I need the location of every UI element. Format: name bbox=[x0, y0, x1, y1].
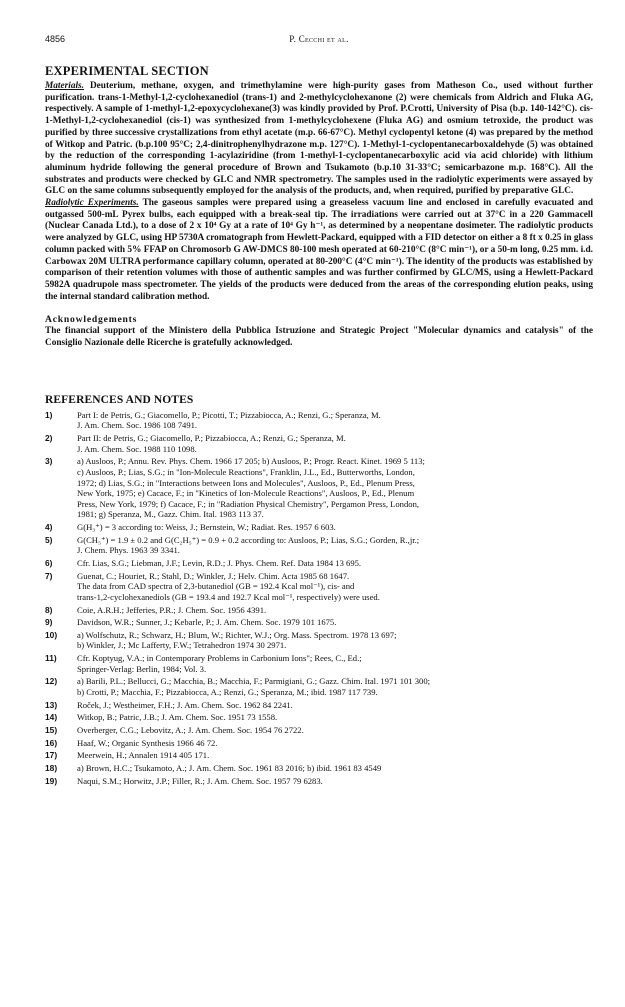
reference-item bbox=[45, 558, 593, 569]
reference-line: Cfr. Lias, S.G.; Liebman, J.F.; Levin, R.D.; J. Phys. Chem. Ref. Data 1984 13 695. bbox=[77, 557, 362, 568]
radiolytic-text: The gaseous samples were prepared using a greaseless vacuum line and enclosed in carefully evacuated and outgassed 500-mL Pyrex bulbs, each equipped with a break-seal tip. The irradiations were carried out at 37°C in a 220 Gammacell (Nuclear Canada Ltd.), to a dose of 2 x 10⁴ Gy at a rate of 10⁴ Gy h⁻¹, as determined by a neopentane dosimeter. The radiolytic products were analyzed by GLC, using HP 5730A cromatograph from Hewlett-Packard, equipped with a FID detector on either a 8 ft x 0.25 in glass column packed with 5% FFAP on Chromosorb G AW-DMCS 80-100 mesh operated at 60-210°C (8°C min⁻¹), or a 50-m long, 0.25 mm. i.d. Carbowax 20M ULTRA performance capillary column, operated at 80-200°C (4°C min⁻¹). The identity of the products was established by comparison of their retention volumes with those of authentic samples and was further confirmed by GLC/MS, using a Hewlett-Packard 5982A quadrupole mass spectrometer. The yields of the products were deduced from the areas of the corresponding elution peaks, using the internal standard calibration method. bbox=[45, 198, 593, 302]
reference-item bbox=[45, 522, 593, 533]
reference-text bbox=[77, 535, 593, 556]
reference-item bbox=[45, 456, 593, 520]
reference-line: Coie, A.R.H.; Jefferies, P.R.; J. Chem. Soc. 1956 4391. bbox=[77, 604, 267, 615]
reference-number: 11) bbox=[45, 653, 57, 664]
reference-text bbox=[77, 630, 593, 651]
reference-item bbox=[45, 653, 593, 674]
reference-line: trans-1,2-cyclohexanediols (GB = 193.4 and 192.7 Kcal mol⁻¹, respectively) were used. bbox=[77, 591, 380, 602]
reference-line: a) Brown, H.C.; Tsukamoto, A.; J. Am. Chem. Soc. 1961 83 2016; b) ibid. 1961 83 4549 bbox=[77, 763, 382, 774]
reference-line: J. Am. Chem. Soc. 1986 108 7491. bbox=[77, 420, 198, 431]
experimental-section-title: EXPERIMENTAL SECTION bbox=[45, 64, 209, 78]
reference-text bbox=[77, 776, 593, 787]
reference-number: 13) bbox=[45, 699, 58, 710]
reference-text bbox=[77, 725, 593, 736]
reference-line: a) Barili, P.L.; Bellucci, G.; Macchia, B.; Macchia, F.; Parmigiani, G.; Gazz. Chim. Ital. 1971 101 300; bbox=[77, 676, 431, 687]
reference-number: 3) bbox=[45, 456, 53, 467]
reference-item bbox=[45, 750, 593, 761]
reference-number: 7) bbox=[45, 570, 53, 581]
reference-text bbox=[77, 558, 593, 569]
reference-text bbox=[77, 712, 593, 723]
reference-number: 18) bbox=[45, 763, 58, 774]
page-number: 4856 bbox=[45, 34, 66, 44]
reference-line: b) Winkler, J.; Mc Lafferty, F.W.; Tetrahedron 1974 30 2971. bbox=[77, 640, 287, 651]
reference-line: J. Chem. Phys. 1963 39 3341. bbox=[77, 545, 180, 556]
reference-item bbox=[45, 605, 593, 616]
reference-text bbox=[77, 571, 593, 603]
acknowledgements-title: Acknowledgements bbox=[45, 314, 138, 326]
reference-line: a) Ausloos, P.; Annu. Rev. Phys. Chem. 1966 17 205; b) Ausloos, P.; Progr. React. Kinet. 1969 5 113; bbox=[77, 456, 425, 467]
acknowledgements-text: The financial support of the Ministero della Pubblica Istruzione and Strategic Project "Molecular dynamics and catalysis" of the Consiglio Nazionale delle Ricerche is gratefully acknowledged. bbox=[45, 326, 593, 349]
reference-item bbox=[45, 630, 593, 651]
reference-line: Meerwein, H.; Annalen 1914 405 171. bbox=[77, 750, 210, 761]
reference-item bbox=[45, 617, 593, 628]
reference-item bbox=[45, 571, 593, 603]
reference-text bbox=[77, 738, 593, 749]
reference-item bbox=[45, 712, 593, 723]
references-title: REFERENCES AND NOTES bbox=[45, 393, 194, 406]
reference-text bbox=[77, 617, 593, 628]
reference-number: 1) bbox=[45, 409, 53, 420]
reference-number: 17) bbox=[45, 750, 58, 761]
reference-line: Naqui, S.M.; Horwitz, J.P.; Filler, R.; J. Am. Chem. Soc. 1957 79 6283. bbox=[77, 775, 323, 786]
reference-text bbox=[77, 763, 593, 774]
reference-line: b) Crotti, P.; Macchia, F.; Pizzabiocca, A.; Renzi, G.; Speranza, M.; ibid. 1987 117 739. bbox=[77, 687, 378, 698]
reference-line: Roček, J.; Westheimer, F.H.; J. Am. Chem. Soc. 1962 84 2241. bbox=[77, 699, 293, 710]
reference-text bbox=[77, 456, 593, 520]
page-header bbox=[45, 34, 593, 50]
reference-line: Guenat, C.; Houriet, R.; Stahl, D.; Winkler, J.; Helv. Chim. Acta 1985 68 1647. bbox=[77, 570, 350, 581]
reference-list bbox=[45, 410, 593, 787]
reference-line: a) Wolfschutz, R.; Schwarz, H.; Blum, W.; Richter, W.J.; Org. Mass. Spectrom. 1978 13 697; bbox=[77, 629, 397, 640]
reference-text bbox=[77, 605, 593, 616]
materials-paragraph bbox=[45, 81, 593, 198]
paper-page bbox=[45, 34, 593, 789]
reference-line: Davidson, W.R.; Sunner, J.; Kebarle, P.; J. Am. Chem. Soc. 1979 101 1675. bbox=[77, 617, 337, 628]
reference-line: Springer-Verlag: Berlin, 1984; Vol. 3. bbox=[77, 663, 207, 674]
reference-text bbox=[77, 700, 593, 711]
reference-number: 14) bbox=[45, 712, 58, 723]
reference-text bbox=[77, 410, 593, 431]
reference-text bbox=[77, 676, 593, 697]
reference-number: 16) bbox=[45, 737, 58, 748]
reference-item bbox=[45, 676, 593, 697]
reference-line: Cfr. Koptyug, V.A.; in Contemporary Problems in Carbonium Ions"; Rees, C., Ed.; bbox=[77, 653, 362, 664]
materials-text: Deuterium, methane, oxygen, and trimethylamine were high-purity gases from Matheson Co., used without further purification. trans-1-Methyl-1,2-cyclohexanediol (trans-1) and 2-methylcyclohexanone (2) were chemicals from Aldrich and Fluka AG, respectively. A sample of 1-methyl-1,2-epoxycyclohexane(3) was kindly provided by Prof. P.Crotti, University of Pisa (b.p. 140-142°C). cis-1-Methyl-1,2-cyclohexanediol (cis-1) was synthesized from 1-methylcyclohexene (Fluka AG) and osmium tetroxide, the product was purified by three successive crystallizations from ethyl acetate (m.p. 66-67°C). Methyl cyclopentyl ketone (4) was prepared by the method of Witkop and Patric. (b.p.100 95°C; 2,4-dinitrophenylhydrazone m.p. 127°C). 1-Methyl-1-cyclopentanecarboxaldehyde (5) was obtained by the reduction of the corresponding 1-acylaziridine (from 1-methyl-1-cyclopentanecarboxylic acid via acid chloride) with lithium aluminum hydride following the general procedure of Brown and Tsukamoto (b.p.10 31-33°C; semicarbazone m.p. 168°C). All the substrates and products were checked by GLC and NMR spectrometry. The samples used in the radiolytic experiments were assayed by GLC on the same columns subsequently employed for the analysis of the products, and, when required, purified by preparative GLC. bbox=[45, 81, 593, 197]
reference-line: Part II: de Petris, G.; Giacomello, P.; Pizzabiocca, A.; Renzi, G.; Speranza, M. bbox=[77, 433, 346, 444]
reference-line: 1972; d) Lias, S.G.; in "Interactions between Ions and Molecules", Ausloos, P., Ed., Plenum Press, bbox=[77, 477, 415, 488]
radiolytic-lead: Radiolytic Experiments. bbox=[45, 198, 139, 209]
reference-text bbox=[77, 653, 593, 674]
reference-number: 15) bbox=[45, 725, 58, 736]
reference-line: New York, 1975; e) Cacace, F.; in "Kinetics of Ion-Molecule Reactions", Ausloos, P., Ed., Plenum bbox=[77, 488, 415, 499]
reference-line: Overberger, C.G.; Lebovitz, A.; J. Am. Chem. Soc. 1954 76 2722. bbox=[77, 725, 304, 736]
running-head: P. Cecchi et al. bbox=[289, 34, 349, 44]
reference-number: 6) bbox=[45, 557, 53, 568]
reference-number: 19) bbox=[45, 775, 58, 786]
reference-line: G(CH₅⁺) = 1.9 ± 0.2 and G(C₂H₅⁺) = 0.9 + 0.2 according to: Ausloos, P.; Lias, S.G.; Gorden, R.,jr.; bbox=[77, 534, 420, 545]
reference-text bbox=[77, 750, 593, 761]
reference-line: 1981; g) Speranza, M., Gazz. Chim. Ital. 1983 113 37. bbox=[77, 509, 264, 520]
reference-line: Witkop, B.; Patric, J.B.; J. Am. Chem. Soc. 1951 73 1558. bbox=[77, 712, 278, 723]
reference-item bbox=[45, 535, 593, 556]
reference-number: 12) bbox=[45, 676, 58, 687]
reference-number: 2) bbox=[45, 433, 53, 444]
reference-item bbox=[45, 776, 593, 787]
reference-item bbox=[45, 700, 593, 711]
radiolytic-paragraph bbox=[45, 198, 593, 303]
reference-item bbox=[45, 433, 593, 454]
reference-number: 4) bbox=[45, 521, 53, 532]
reference-line: Press, New York, 1979; f) Cacace, F.; in "Radiation Physical Chemistry", Pergamon Press, London, bbox=[77, 498, 420, 509]
reference-item bbox=[45, 410, 593, 431]
reference-number: 10) bbox=[45, 629, 58, 640]
reference-item bbox=[45, 738, 593, 749]
reference-text bbox=[77, 433, 593, 454]
reference-number: 8) bbox=[45, 604, 53, 615]
materials-lead: Materials. bbox=[45, 81, 84, 91]
reference-number: 9) bbox=[45, 617, 53, 628]
reference-line: The data from CAD spectra of 2,3-butanediol (GB = 192.4 Kcal mol⁻¹), cis- and bbox=[77, 581, 355, 592]
reference-line: G(H₃⁺) = 3 according to: Weiss, J.; Bernstein, W.; Radiat. Res. 1957 6 603. bbox=[77, 521, 336, 532]
reference-line: Haaf, W.; Organic Synthesis 1966 46 72. bbox=[77, 737, 218, 748]
reference-line: J. Am. Chem. Soc. 1988 110 1098. bbox=[77, 443, 197, 454]
reference-text bbox=[77, 522, 593, 533]
reference-item bbox=[45, 763, 593, 774]
reference-line: Part I: de Petris, G.; Giacomello, P.; Picotti, T.; Pizzabiocca, A.; Renzi, G.; Speranza, M. bbox=[77, 409, 381, 420]
reference-line: c) Ausloos, P.; Lias, S.G.; in "Ion-Molecule Reactions", Franklin, J.L., Ed., Butterworths, London, bbox=[77, 466, 415, 477]
reference-item bbox=[45, 725, 593, 736]
reference-number: 5) bbox=[45, 534, 53, 545]
